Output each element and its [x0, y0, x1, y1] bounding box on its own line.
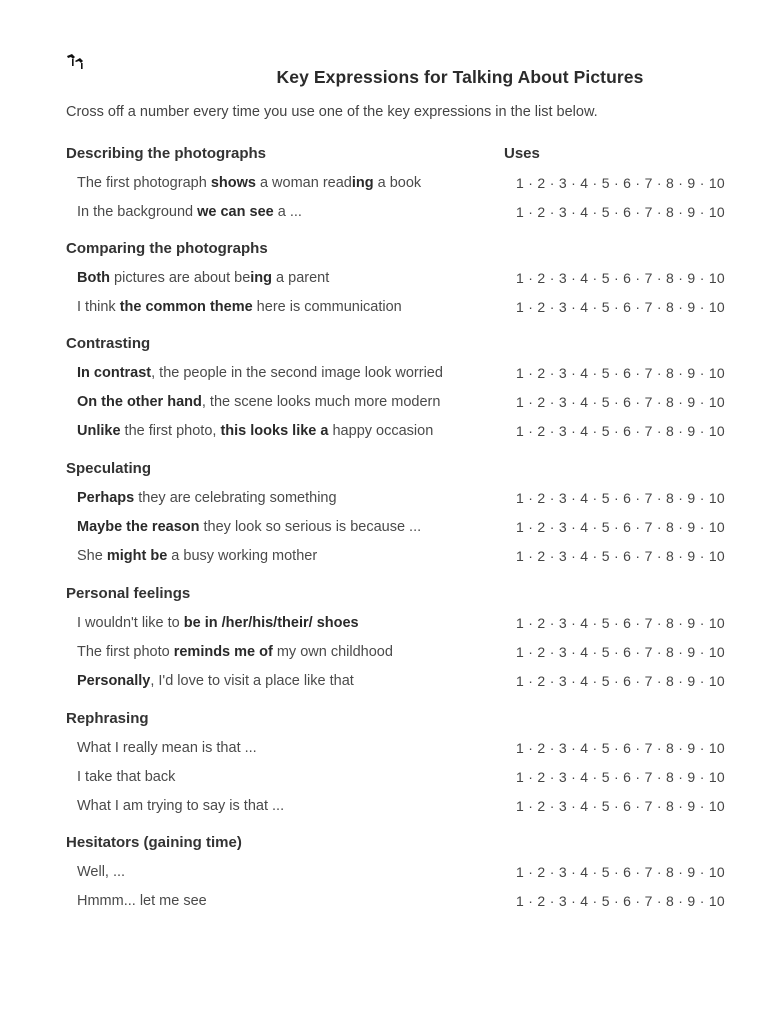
expression-text: Well, ...: [77, 864, 126, 880]
expression-text: On the other hand, the scene looks much more modern: [77, 394, 441, 411]
expression-row: [0, 673, 768, 695]
expression-row: [0, 519, 768, 541]
expression-text: I take that back: [77, 769, 176, 786]
usage-counter: 1 · 2 · 3 · 4 · 5 · 6 · 7 · 8 · 9 · 10: [516, 423, 726, 440]
expression-row: [0, 769, 768, 791]
expression-text: The first photo reminds me of my own childhood: [77, 644, 393, 661]
usage-counter: 1 · 2 · 3 · 4 · 5 · 6 · 7 · 8 · 9 · 10: [516, 644, 726, 661]
section-heading: Speculating: [66, 460, 152, 477]
usage-counter: 1 · 2 · 3 · 4 · 5 · 6 · 7 · 8 · 9 · 10: [516, 490, 726, 506]
usage-counter: 1 · 2 · 3 · 4 · 5 · 6 · 7 · 8 · 9 · 10: [516, 299, 726, 316]
usage-counter: 1 · 2 · 3 · 4 · 5 · 6 · 7 · 8 · 9 · 10: [516, 394, 726, 411]
section-heading: Describing the photographs: [66, 145, 267, 162]
expression-row: [0, 615, 768, 637]
expression-row: [0, 175, 768, 197]
expression-row: [0, 204, 768, 226]
expression-row: [0, 548, 768, 570]
expression-text: Perhaps they are celebrating something: [77, 490, 337, 506]
expression-text: Hmmm... let me see: [77, 893, 207, 910]
usage-counter: 1 · 2 · 3 · 4 · 5 · 6 · 7 · 8 · 9 · 10: [516, 893, 726, 910]
expression-row: [0, 644, 768, 666]
usage-counter: 1 · 2 · 3 · 4 · 5 · 6 · 7 · 8 · 9 · 10: [516, 798, 726, 815]
usage-counter: 1 · 2 · 3 · 4 · 5 · 6 · 7 · 8 · 9 · 10: [516, 769, 726, 786]
expression-row: [0, 365, 768, 387]
page-title: Key Expressions for Talking About Pictures: [276, 67, 644, 87]
usage-counter: 1 · 2 · 3 · 4 · 5 · 6 · 7 · 8 · 9 · 10: [516, 615, 726, 631]
usage-counter: 1 · 2 · 3 · 4 · 5 · 6 · 7 · 8 · 9 · 10: [516, 740, 726, 756]
expression-text: Maybe the reason they look so serious is because ...: [77, 519, 422, 536]
section-heading: Hesitators (gaining time): [66, 834, 242, 851]
expression-row: [0, 864, 768, 886]
expression-text: In the background we can see a ...: [77, 204, 302, 221]
usage-counter: 1 · 2 · 3 · 4 · 5 · 6 · 7 · 8 · 9 · 10: [516, 519, 726, 536]
expression-row: [0, 798, 768, 820]
expression-text: What I really mean is that ...: [77, 740, 257, 756]
expression-row: [0, 423, 768, 445]
expression-text: Unlike the first photo, this looks like a happy occasion: [77, 423, 434, 440]
section-heading: Personal feelings: [66, 585, 191, 602]
expression-text: I think the common theme here is communication: [77, 299, 402, 316]
expression-text: The first photograph shows a woman reading a book: [77, 175, 422, 191]
expression-text: I wouldn't like to be in /her/his/their/ shoes: [77, 615, 359, 631]
expression-row: [0, 299, 768, 321]
usage-counter: 1 · 2 · 3 · 4 · 5 · 6 · 7 · 8 · 9 · 10: [516, 270, 726, 286]
usage-counter: 1 · 2 · 3 · 4 · 5 · 6 · 7 · 8 · 9 · 10: [516, 673, 726, 690]
usage-counter: 1 · 2 · 3 · 4 · 5 · 6 · 7 · 8 · 9 · 10: [516, 864, 726, 880]
expression-text: In contrast, the people in the second image look worried: [77, 365, 443, 381]
expression-text: Both pictures are about being a parent: [77, 270, 330, 286]
usage-counter: 1 · 2 · 3 · 4 · 5 · 6 · 7 · 8 · 9 · 10: [516, 204, 726, 221]
expression-row: [0, 270, 768, 292]
usage-counter: 1 · 2 · 3 · 4 · 5 · 6 · 7 · 8 · 9 · 10: [516, 548, 726, 565]
expression-row: [0, 893, 768, 915]
instructions-text: Cross off a number every time you use one of the key expressions in the list below.: [66, 104, 598, 120]
expression-text: She might be a busy working mother: [77, 548, 318, 565]
uses-column-heading: Uses: [504, 145, 540, 162]
expression-text: Personally, I'd love to visit a place like that: [77, 673, 354, 690]
section-heading: Comparing the photographs: [66, 240, 268, 257]
usage-counter: 1 · 2 · 3 · 4 · 5 · 6 · 7 · 8 · 9 · 10: [516, 175, 726, 191]
expression-row: [0, 490, 768, 512]
section-heading: Contrasting: [66, 335, 151, 352]
expression-row: [0, 740, 768, 762]
usage-counter: 1 · 2 · 3 · 4 · 5 · 6 · 7 · 8 · 9 · 10: [516, 365, 726, 381]
expression-row: [0, 394, 768, 416]
section-heading: Rephrasing: [66, 710, 149, 727]
expression-text: What I am trying to say is that ...: [77, 798, 285, 815]
